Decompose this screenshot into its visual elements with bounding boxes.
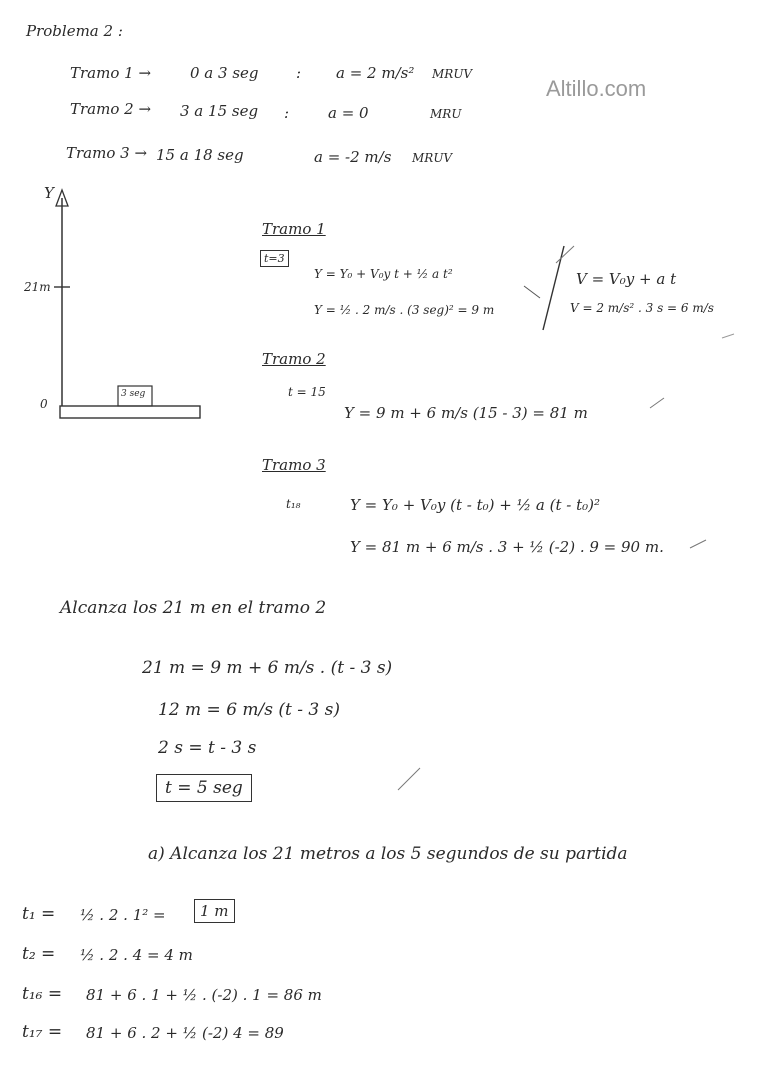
- tramo-1-type: MRUV: [432, 67, 473, 81]
- tramo-2-type: MRU: [430, 107, 462, 121]
- t16-label: t₁₆ =: [22, 984, 63, 1004]
- problem-title: Problema 2 :: [26, 22, 123, 40]
- answer-a: a) Alcanza los 21 metros a los 5 segundos de su partida: [148, 844, 628, 864]
- tramo1-time-box: t=3: [260, 250, 289, 267]
- tramo-2-interval: 3 a 15 seg: [180, 102, 259, 120]
- tramo-1-label: Tramo 1 →: [70, 64, 152, 82]
- tramo-1-interval: 0 a 3 seg: [190, 64, 259, 82]
- t1-label: t₁ =: [22, 904, 56, 924]
- tramo-1-accel: a = 2 m/s²: [336, 64, 415, 82]
- tramo1-velocity-1: V = V₀y + a t: [576, 270, 677, 288]
- t1-result-box: 1 m: [194, 899, 235, 923]
- tramo3-eq-2: Y = 81 m + 6 m/s . 3 + ½ (-2) . 9 = 90 m.: [350, 538, 664, 556]
- t17-label: t₁₇ =: [22, 1022, 63, 1042]
- tramo2-heading: Tramo 2: [262, 350, 326, 368]
- stray-mark: [398, 768, 420, 790]
- alcanza-line-2: 12 m = 6 m/s (t - 3 s): [158, 700, 340, 720]
- y-axis-label: Y: [44, 184, 54, 202]
- t17-expr: 81 + 6 . 2 + ½ (-2) 4 = 89: [86, 1024, 284, 1042]
- tramo-3-type: MRUV: [412, 151, 453, 165]
- body-box-label: 3 seg: [121, 389, 146, 399]
- alcanza-line-3: 2 s = t - 3 s: [158, 738, 257, 758]
- stray-mark: [722, 334, 734, 338]
- alcanza-result-box: t = 5 seg: [156, 774, 252, 802]
- tramo3-time: t₁₈: [286, 497, 301, 511]
- stray-mark: [690, 540, 706, 548]
- tramo3-heading: Tramo 3: [262, 456, 326, 474]
- alcanza-heading: Alcanza los 21 m en el tramo 2: [60, 598, 327, 618]
- tramo-2-sep: :: [284, 104, 290, 122]
- t1-expr: ½ . 2 . 1² =: [80, 906, 166, 924]
- y-mark-zero: 0: [40, 397, 48, 411]
- tramo2-time: t = 15: [288, 385, 326, 399]
- tramo2-eq: Y = 9 m + 6 m/s (15 - 3) = 81 m: [344, 404, 588, 422]
- tramo-1-sep: :: [296, 64, 302, 82]
- tramo1-heading: Tramo 1: [262, 220, 326, 238]
- tramo1-velocity-2: V = 2 m/s² . 3 s = 6 m/s: [570, 301, 714, 315]
- t2-expr: ½ . 2 . 4 = 4 m: [80, 946, 193, 964]
- tramo1-eq-2: Y = ½ . 2 m/s . (3 seg)² = 9 m: [314, 303, 495, 317]
- t2-label: t₂ =: [22, 944, 56, 964]
- tramo3-eq-1: Y = Y₀ + V₀y (t - t₀) + ½ a (t - t₀)²: [350, 496, 601, 514]
- tramo-3-interval: 15 a 18 seg: [156, 146, 244, 164]
- tramo-2-label: Tramo 2 →: [70, 100, 152, 118]
- stray-mark: [556, 246, 574, 263]
- watermark: Altillo.com: [546, 76, 647, 101]
- t16-expr: 81 + 6 . 1 + ½ . (-2) . 1 = 86 m: [86, 986, 322, 1004]
- alcanza-line-1: 21 m = 9 m + 6 m/s . (t - 3 s): [142, 658, 393, 678]
- check-stroke: [524, 286, 540, 298]
- tramo1-eq-1: Y = Y₀ + V₀y t + ½ a t²: [314, 267, 453, 281]
- tramo-3-accel: a = -2 m/s: [314, 148, 392, 166]
- tramo-2-accel: a = 0: [328, 104, 369, 122]
- tramo-3-label: Tramo 3 →: [66, 144, 148, 162]
- ground-platform: [60, 406, 200, 418]
- stray-mark: [650, 398, 664, 408]
- y-mark-21m: 21m: [24, 280, 51, 294]
